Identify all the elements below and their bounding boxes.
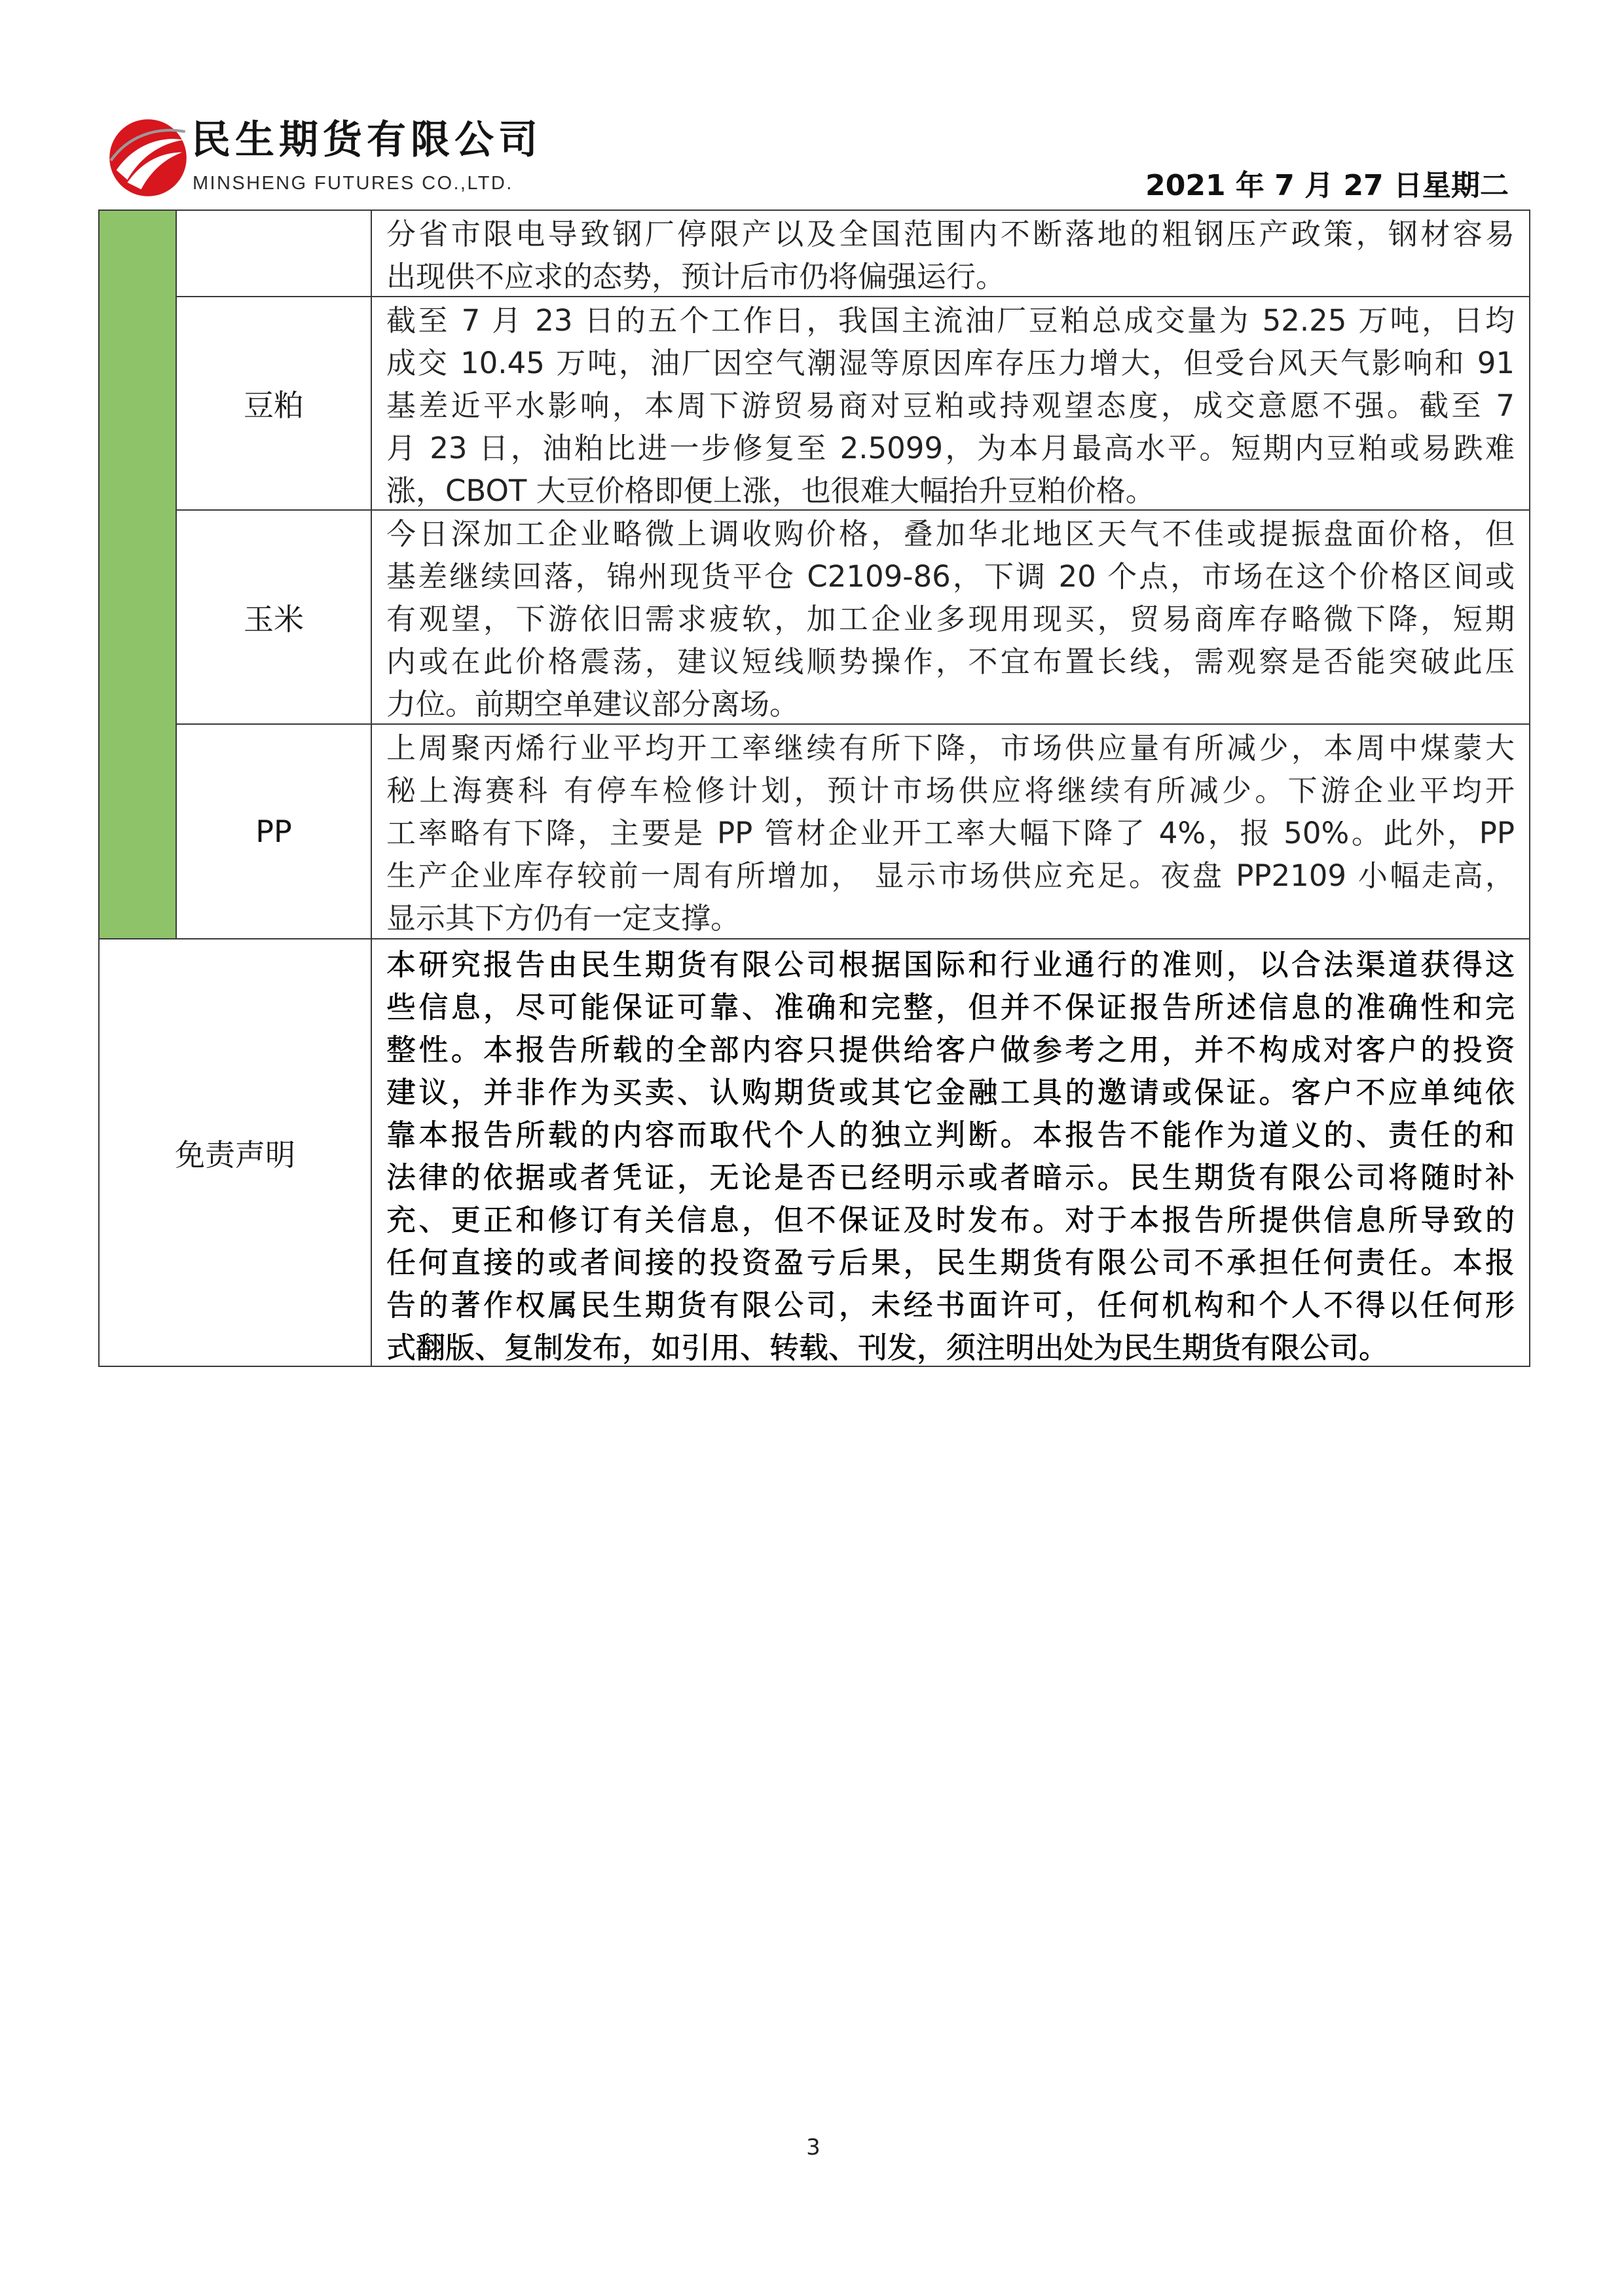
company-logo-icon xyxy=(107,117,189,199)
text-line: 本研究报告由民生期货有限公司根据国际和行业通行的准则，以合法渠道获得这 xyxy=(386,947,1515,982)
row-text-cell xyxy=(371,296,1530,511)
row-label-cell xyxy=(175,723,372,939)
report-date: 2021 年 7 月 27 日星期二 xyxy=(1145,169,1509,202)
company-name-en: MINSHENG FUTURES CO.,LTD. xyxy=(193,173,513,194)
text-line: 有观望，下游依旧需求疲软，加工企业多现用现买，贸易商库存略微下降，短期 xyxy=(386,602,1515,636)
text-line: 分省市限电导致钢厂停限产以及全国范围内不断落地的粗钢压产政策，钢材容易 xyxy=(386,217,1515,251)
row-label-cell xyxy=(175,210,372,297)
text-line: 上周聚丙烯行业平均开工率继续有所下降，市场供应量有所减少，本周中煤蒙大 xyxy=(386,731,1515,765)
text-line: 些信息，尽可能保证可靠、准确和完整，但并不保证报告所述信息的准确性和完 xyxy=(386,990,1515,1025)
row-label-cell xyxy=(175,509,372,725)
disclaimer-label: 免责声明 xyxy=(175,1137,295,1173)
text-line: 力位。前期空单建议部分离场。 xyxy=(386,687,800,721)
text-line: 整性。本报告所载的全部内容只提供给客户做参考之用，并不构成对客户的投资 xyxy=(386,1032,1515,1067)
text-line: 任何直接的或者间接的投资盈亏后果，民生期货有限公司不承担任何责任。本报 xyxy=(386,1245,1515,1280)
text-line: 式翻版、复制发布，如引用、转载、刊发，须注明出处为民生期货有限公司。 xyxy=(386,1330,1389,1365)
text-line: 充、更正和修订有关信息，但不保证及时发布。对于本报告所提供信息所导致的 xyxy=(386,1203,1515,1237)
text-line: 月 23 日，油粕比进一步修复至 2.5099，为本月最高水平。短期内豆粕或易跌难 xyxy=(386,431,1515,465)
disclaimer-label-cell xyxy=(98,938,372,1367)
row-text-cell xyxy=(371,723,1530,939)
commodity-label-corn: 玉米 xyxy=(244,601,304,637)
text-line: 截至 7 月 23 日的五个工作日，我国主流油厂豆粕总成交量为 52.25 万吨，日均 xyxy=(386,303,1515,338)
text-line: 法律的依据或者凭证，无论是否已经明示或者暗示。民生期货有限公司将随时补 xyxy=(386,1160,1515,1195)
commodity-label-pp: PP xyxy=(255,814,292,849)
section-color-column xyxy=(98,210,177,939)
text-line: 今日深加工企业略微上调收购价格，叠加华北地区天气不佳或提振盘面价格，但 xyxy=(386,517,1515,551)
commodity-label-soymeal: 豆粕 xyxy=(244,388,304,423)
page-number: 3 xyxy=(806,2134,821,2160)
row-text-cell xyxy=(371,509,1530,725)
text-line: 成交 10.45 万吨，油厂因空气潮湿等原因库存压力增大，但受台风天气影响和 91 xyxy=(386,346,1515,380)
company-name-cn: 民生期货有限公司 xyxy=(191,117,542,163)
row-label-cell xyxy=(175,296,372,511)
text-line: 告的著作权属民生期货有限公司，未经书面许可，任何机构和个人不得以任何形 xyxy=(386,1288,1515,1322)
row-text-cell xyxy=(371,210,1530,297)
disclaimer-text-cell xyxy=(371,938,1530,1367)
text-line: 基差继续回落，锦州现货平仓 C2109-86，下调 20 个点，市场在这个价格区间或 xyxy=(386,559,1515,594)
text-line: 秘上海赛科 有停车检修计划，预计市场供应将继续有所减少。下游企业平均开 xyxy=(386,773,1515,808)
text-line: 生产企业库存较前一周有所增加， 显示市场供应充足。夜盘 PP2109 小幅走高， xyxy=(386,858,1515,893)
text-line: 显示其下方仍有一定支撑。 xyxy=(386,901,741,936)
text-line: 内或在此价格震荡，建议短线顺势操作，不宜布置长线，需观察是否能突破此压 xyxy=(386,644,1515,679)
text-line: 靠本报告所载的内容而取代个人的独立判断。本报告不能作为道义的、责任的和 xyxy=(386,1118,1515,1152)
text-line: 工率略有下降，主要是 PP 管材企业开工率大幅下降了 4%，报 50%。此外，PP xyxy=(386,816,1515,850)
text-line: 建议，并非作为买卖、认购期货或其它金融工具的邀请或保证。客户不应单纯依 xyxy=(386,1075,1515,1110)
text-line: 出现供不应求的态势，预计后市仍将偏强运行。 xyxy=(386,259,1006,294)
text-line: 涨，CBOT 大豆价格即便上涨，也很难大幅抬升豆粕价格。 xyxy=(386,473,1155,508)
text-line: 基差近平水影响，本周下游贸易商对豆粕或持观望态度，成交意愿不强。截至 7 xyxy=(386,388,1515,423)
